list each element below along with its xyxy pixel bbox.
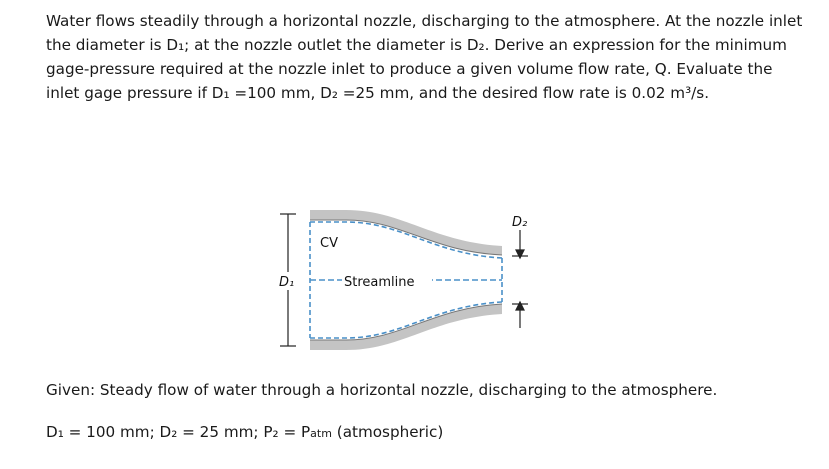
nozzle-lower-wall [310,304,502,350]
given-line-1: Given: Steady flow of water through a horizontal nozzle, discharging to the atmosphere. [46,381,718,399]
atm-subscript: atm [310,427,332,440]
d1-label: D₁ [279,275,295,290]
given-values: D₁ = 100 mm; D₂ = 25 mm; P₂ = P [46,423,311,441]
streamline-label: Streamline [344,275,415,290]
cv-label: CV [320,236,338,251]
d2-dimension [512,230,528,328]
given-atmospheric: (atmospheric) [331,423,444,441]
problem-statement: Water flows steadily through a horizontal nozzle, discharging to the atmosphere. At the nozzle inlet the diameter is D₁; at the nozzle outlet the diameter is D₂. Derive an expression for the minimum gage-pressure required at the nozzle inlet to produce a given volume flow rate, Q. Evaluate the inlet gage pressure if D₁ =100 mm, D₂ =25 mm, and the desired flow rate is 0.02 m³/s. [46,12,803,102]
nozzle-diagram [262,200,562,360]
nozzle-upper-wall [310,210,502,255]
given-line-2 [46,422,443,444]
d2-label: D₂ [512,215,528,230]
